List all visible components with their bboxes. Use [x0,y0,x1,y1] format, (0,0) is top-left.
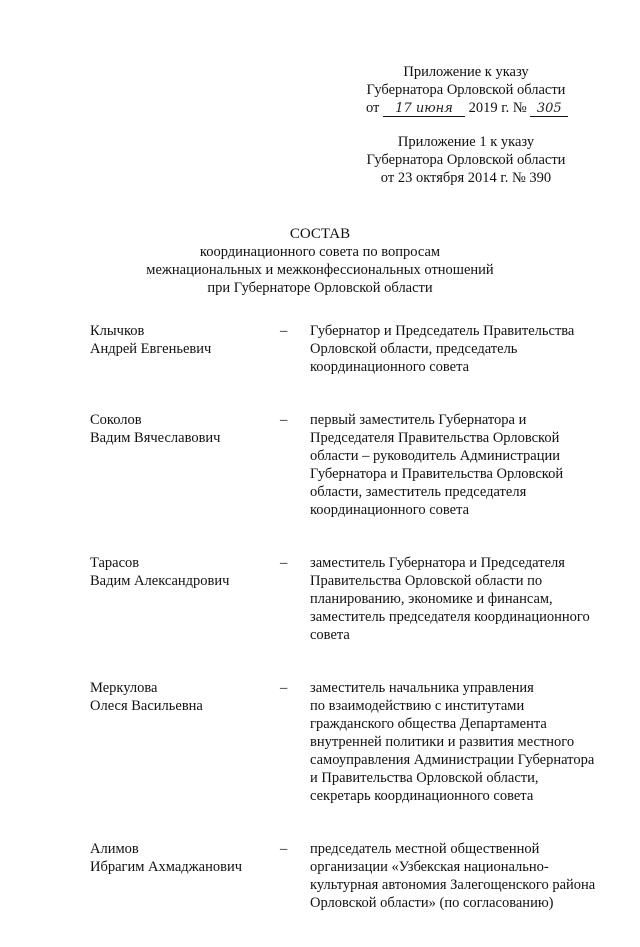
role-line: области – руководитель Администрации [310,448,561,464]
member-given-names: Андрей Евгеньевич [90,341,212,357]
role-line: Орловской области, председатель [310,341,518,357]
header-line: Губернатора Орловской области [366,152,566,168]
header-line: от 23 октября 2014 г. № 390 [380,170,552,186]
member-surname: Соколов [90,412,142,428]
role-line: культурная автономия Залегощенского района [310,877,596,893]
role-line: председатель местной общественной [310,841,540,857]
title-line: при Губернаторе Орловской области [207,280,433,296]
date-prefix: от [366,100,380,116]
role-line: Орловской области» (по согласованию) [310,895,554,911]
member-surname: Тарасов [90,555,140,571]
header-line: Приложение к указу [403,64,529,80]
role-line: совета [310,627,350,643]
current-decree-header [366,63,566,117]
role-line: области, заместитель председателя [310,484,527,500]
member-row [90,554,610,644]
member-name [90,840,280,912]
role-line: Губернатор и Председатель Правительства [310,323,575,339]
member-given-names: Вадим Александрович [90,573,230,589]
title-line: межнациональных и межконфессиональных отношений [146,262,494,278]
member-role [310,322,610,376]
member-name [90,322,280,376]
role-line: координационного совета [310,359,470,375]
handwritten-date: 17 июня [383,102,465,117]
role-line: Правительства Орловской области по [310,573,543,589]
role-line: заместитель Губернатора и Председателя [310,555,565,571]
dash-separator: – [280,412,288,428]
dash-separator: – [280,841,288,857]
role-line: координационного совета [310,502,470,518]
role-line: и Правительства Орловской области, [310,770,539,786]
role-line: заместитель председателя координационного [310,609,590,625]
title-word: СОСТАВ [289,226,351,242]
member-role [310,554,610,644]
decree-year-label: 2019 г. № [468,100,527,116]
member-role [310,679,610,805]
member-surname: Меркулова [90,680,158,696]
role-line: Председателя Правительства Орловской [310,430,560,446]
original-decree-header [366,133,566,187]
member-row [90,679,610,805]
member-given-names: Ибрагим Ахмаджанович [90,859,243,875]
role-line: первый заместитель Губернатора и [310,412,527,428]
member-row [90,411,610,519]
member-surname: Алимов [90,841,139,857]
role-line: организации «Узбекская национально- [310,859,549,875]
title-line: координационного совета по вопросам [199,244,441,260]
role-line: секретарь координационного совета [310,788,534,804]
header-line: Приложение 1 к указу [397,134,535,150]
dash-separator: – [280,555,288,571]
role-line: планированию, экономике и финансам, [310,591,553,607]
decree-date-number-line [366,99,566,117]
member-surname: Клычков [90,323,145,339]
role-line: самоуправления Администрации Губернатора [310,752,595,768]
member-name [90,411,280,519]
member-given-names: Вадим Вячеславович [90,430,221,446]
role-line: гражданского общества Департамента [310,716,547,732]
member-name [90,679,280,805]
dash-separator: – [280,680,288,696]
member-row [90,840,610,912]
role-line: Губернатора и Правительства Орловской [310,466,564,482]
member-given-names: Олеся Васильевна [90,698,203,714]
handwritten-number: 305 [530,102,568,117]
header-line: Губернатора Орловской области [366,82,566,98]
member-role [310,840,610,912]
member-role [310,411,610,519]
dash-separator: – [280,323,288,339]
role-line: заместитель начальника управления [310,680,534,696]
council-members-list [90,322,610,947]
role-line: внутренней политики и развития местного [310,734,575,750]
role-line: по взаимодействию с институтами [310,698,525,714]
document-title [0,225,640,297]
member-name [90,554,280,644]
member-row [90,322,610,376]
